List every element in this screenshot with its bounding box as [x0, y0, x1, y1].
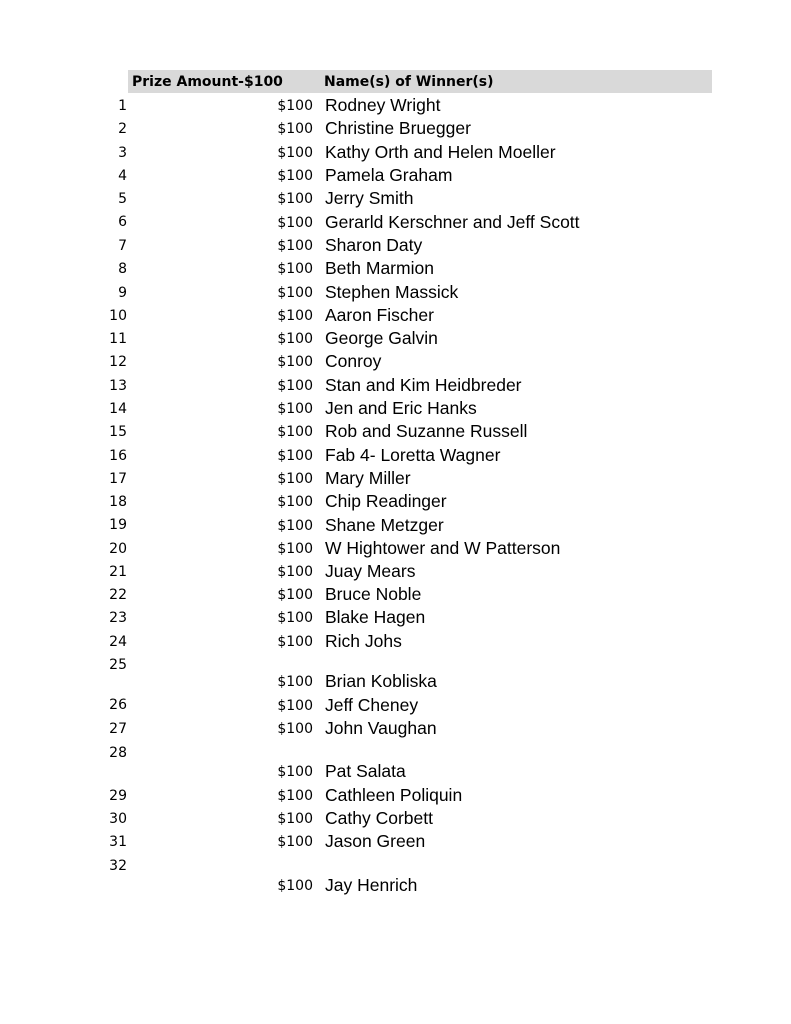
winner-name: Stephen Massick: [325, 282, 459, 302]
row-number: 25: [109, 657, 127, 673]
prize-amount: $100: [277, 378, 313, 394]
row-number: 16: [109, 448, 127, 464]
row-number: 23: [109, 610, 127, 626]
row-number: 18: [109, 494, 127, 510]
prize-amount: $100: [277, 698, 313, 714]
winner-name: Shane Metzger: [325, 515, 444, 535]
prize-amount: $100: [277, 308, 313, 324]
prize-amount: $100: [277, 215, 313, 231]
row-number: 21: [109, 564, 127, 580]
prize-amount: $100: [277, 238, 313, 254]
row-number: 3: [118, 145, 127, 161]
prize-amount: $100: [277, 424, 313, 440]
prize-amount: $100: [277, 587, 313, 603]
row-number: 24: [109, 634, 127, 650]
row-number: 30: [109, 811, 127, 827]
winner-names-header: Name(s) of Winner(s): [324, 74, 494, 90]
winner-name: Cathy Corbett: [325, 808, 433, 828]
row-number: 4: [118, 168, 127, 184]
prize-amount: $100: [277, 401, 313, 417]
row-number: 5: [118, 191, 127, 207]
row-number: 9: [118, 285, 127, 301]
row-number: 29: [109, 788, 127, 804]
prize-amount: $100: [277, 354, 313, 370]
row-number: 26: [109, 697, 127, 713]
prize-amount: $100: [277, 811, 313, 827]
winner-name: Mary Miller: [325, 468, 411, 488]
prize-amount: $100: [277, 564, 313, 580]
prize-amount: $100: [277, 541, 313, 557]
winner-name: Aaron Fischer: [325, 305, 434, 325]
prize-amount: $100: [277, 191, 313, 207]
row-number: 8: [118, 261, 127, 277]
row-number: 20: [109, 541, 127, 557]
prize-amount: $100: [277, 494, 313, 510]
prize-amount: $100: [277, 634, 313, 650]
winner-name: Jen and Eric Hanks: [325, 398, 477, 418]
winner-name: Pat Salata: [325, 761, 406, 781]
prize-amount: $100: [277, 878, 313, 894]
winner-name: Juay Mears: [325, 561, 416, 581]
winner-name: W Hightower and W Patterson: [325, 538, 561, 558]
prize-amount: $100: [277, 448, 313, 464]
row-number: 31: [109, 834, 127, 850]
prize-amount: $100: [277, 471, 313, 487]
prize-amount: $100: [277, 721, 313, 737]
row-number: 22: [109, 587, 127, 603]
prize-amount: $100: [277, 674, 313, 690]
prize-amount: $100: [277, 145, 313, 161]
row-number: 17: [109, 471, 127, 487]
row-number: 12: [109, 354, 127, 370]
prize-amount: $100: [277, 261, 313, 277]
row-number: 6: [118, 214, 127, 230]
winner-name: Fab 4- Loretta Wagner: [325, 445, 501, 465]
row-number: 14: [109, 401, 127, 417]
row-number: 7: [118, 238, 127, 254]
winner-name: John Vaughan: [325, 718, 437, 738]
winner-name: Kathy Orth and Helen Moeller: [325, 142, 556, 162]
prize-amount: $100: [277, 788, 313, 804]
winner-name: Cathleen Poliquin: [325, 785, 463, 805]
winner-name: Jeff Cheney: [325, 695, 419, 715]
winner-name: Rich Johs: [325, 631, 402, 651]
row-number: 15: [109, 424, 127, 440]
winner-name: Jerry Smith: [325, 188, 414, 208]
winner-name: Gerarld Kerschner and Jeff Scott: [325, 212, 580, 232]
prize-amount: $100: [277, 518, 313, 534]
winner-name: Sharon Daty: [325, 235, 423, 255]
winner-name: Beth Marmion: [325, 258, 434, 278]
winner-name: Pamela Graham: [325, 165, 453, 185]
winner-name: Jay Henrich: [325, 875, 418, 895]
prize-amount: $100: [277, 610, 313, 626]
row-number: 10: [109, 308, 127, 324]
prize-amount: $100: [277, 834, 313, 850]
winner-name: Conroy: [325, 351, 382, 371]
winner-name: Rodney Wright: [325, 95, 441, 115]
winner-name: Chip Readinger: [325, 491, 447, 511]
prize-amount-header: Prize Amount-$100: [132, 74, 283, 90]
row-number: 13: [109, 378, 127, 394]
row-number: 2: [118, 121, 127, 137]
winner-name: Blake Hagen: [325, 607, 426, 627]
prize-amount: $100: [277, 764, 313, 780]
row-number: 1: [118, 98, 127, 114]
row-number: 11: [109, 331, 127, 347]
prize-amount: $100: [277, 168, 313, 184]
row-number: 19: [109, 517, 127, 533]
winner-name: Christine Bruegger: [325, 118, 471, 138]
prize-amount: $100: [277, 121, 313, 137]
winner-name: Brian Kobliska: [325, 671, 437, 691]
prize-amount: $100: [277, 285, 313, 301]
winner-name: Rob and Suzanne Russell: [325, 421, 528, 441]
winner-name: Jason Green: [325, 831, 426, 851]
prize-amount: $100: [277, 98, 313, 114]
row-number: 27: [109, 721, 127, 737]
winner-name: Stan and Kim Heidbreder: [325, 375, 522, 395]
prize-amount: $100: [277, 331, 313, 347]
row-number: 28: [109, 745, 127, 761]
row-number: 32: [109, 858, 127, 874]
winner-name: Bruce Noble: [325, 584, 422, 604]
winner-name: George Galvin: [325, 328, 438, 348]
